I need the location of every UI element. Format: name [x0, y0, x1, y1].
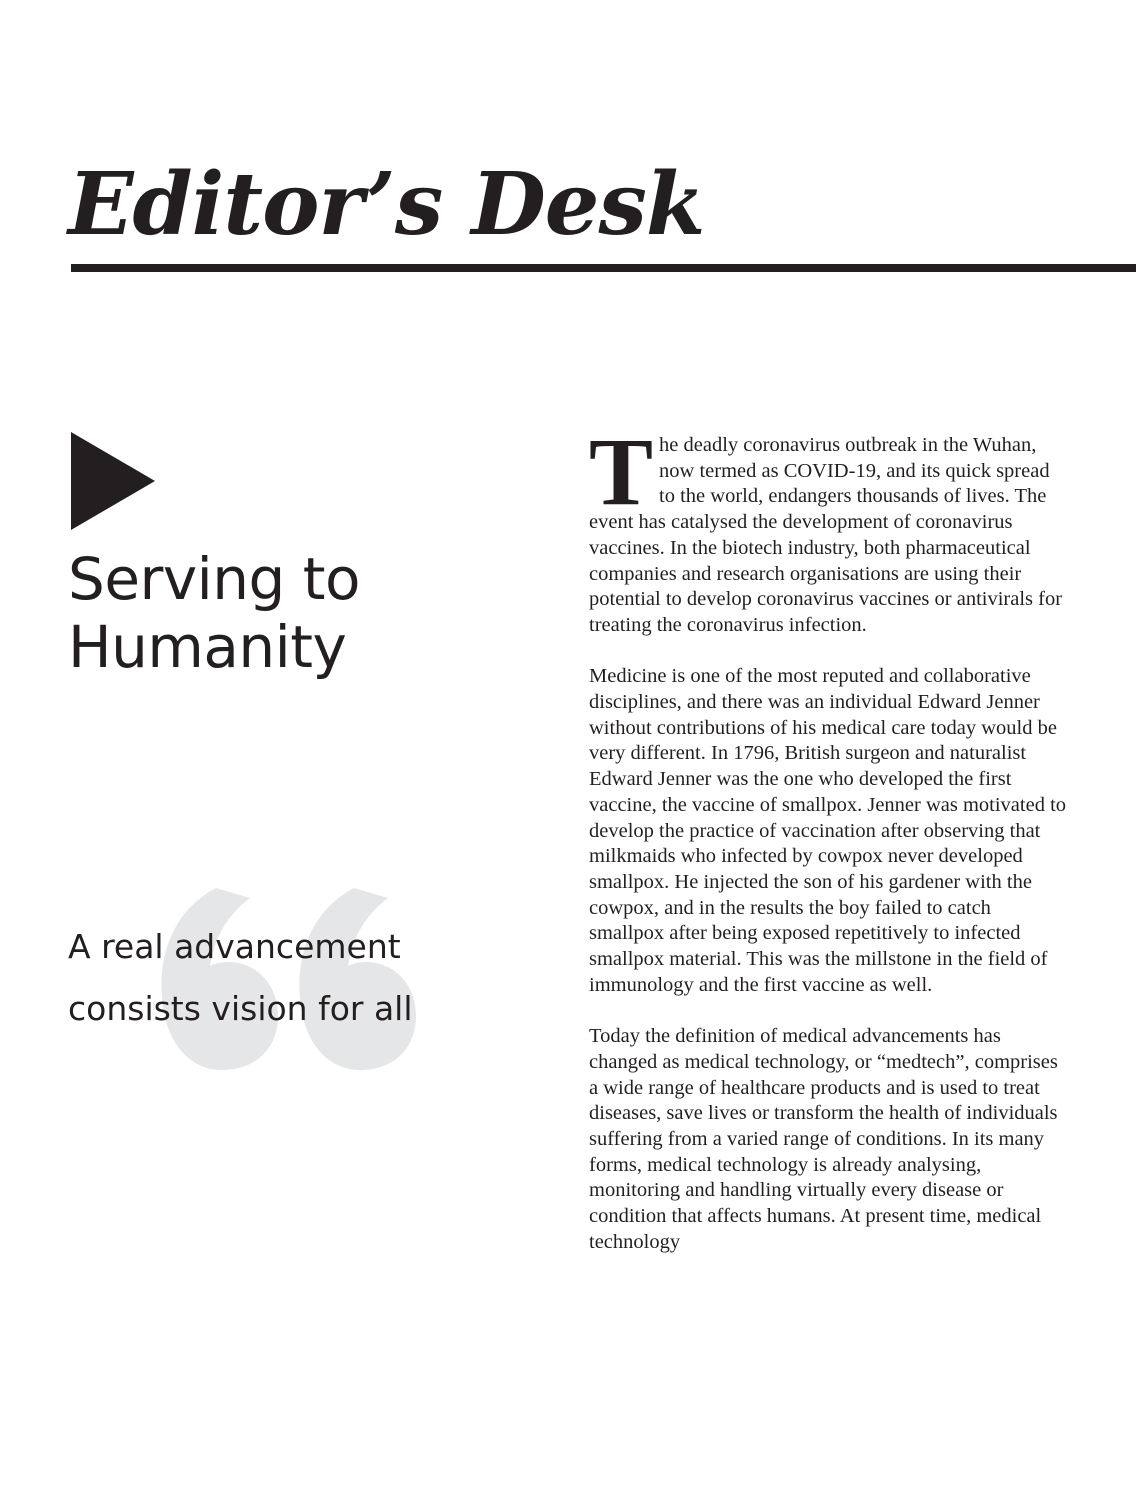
- article-paragraph-1-text: he deadly coronavirus outbreak in the Wuhan, now termed as COVID-19, and its quick spread to the world, endangers thousands of lives. The event has catalysed the development of coronavirus vaccines. In the biotech industry, both pharmaceutical companies and research organisations are using their potential to develop coronavirus vaccines or antivirals for treating the coronavirus infection.: [589, 434, 1063, 636]
- article-paragraph-2: Medicine is one of the most reputed and collaborative disciplines, and there was an individual Edward Jenner without contributions of his medical care today would be very different. In 1796, British surgeon and naturalist Edward Jenner was the one who developed the first vaccine, the vaccine of smallpox. Jenner was motivated to develop the practice of vaccination after observing that milkmaids who infected by cowpox never developed smallpox. He injected the son of his gardener with the cowpox, and in the results the boy failed to catch smallpox after being exposed repetitively to infected smallpox material. This was the millstone in the field of immunology and the first vaccine as well.: [589, 665, 1067, 996]
- section-heading-line-2: Humanity: [68, 613, 347, 681]
- pull-quote-line-1: A real advancement: [68, 927, 401, 966]
- pull-quote: [68, 916, 413, 1040]
- article-body: [589, 418, 1067, 1281]
- article-paragraph-1: [589, 418, 1067, 639]
- page-title: Editor’s Desk: [68, 154, 705, 255]
- section-heading-line-1: Serving to: [68, 545, 361, 613]
- article-paragraph-3: Today the definition of medical advancements has changed as medical technology, or “medtech”, comprises a wide range of healthcare products and is used to treat diseases, save lives or transform the health of individuals suffering from a varied range of conditions. In its many forms, medical technology is already analysing, monitoring and handling virtually every disease or condition that affects humans. At present time, medical technology: [589, 1025, 1058, 1253]
- play-triangle-icon: [71, 432, 155, 530]
- title-divider: [71, 264, 1136, 272]
- drop-cap: T: [589, 418, 654, 525]
- section-heading: [68, 545, 360, 681]
- pull-quote-line-2: consists vision for all: [68, 989, 413, 1028]
